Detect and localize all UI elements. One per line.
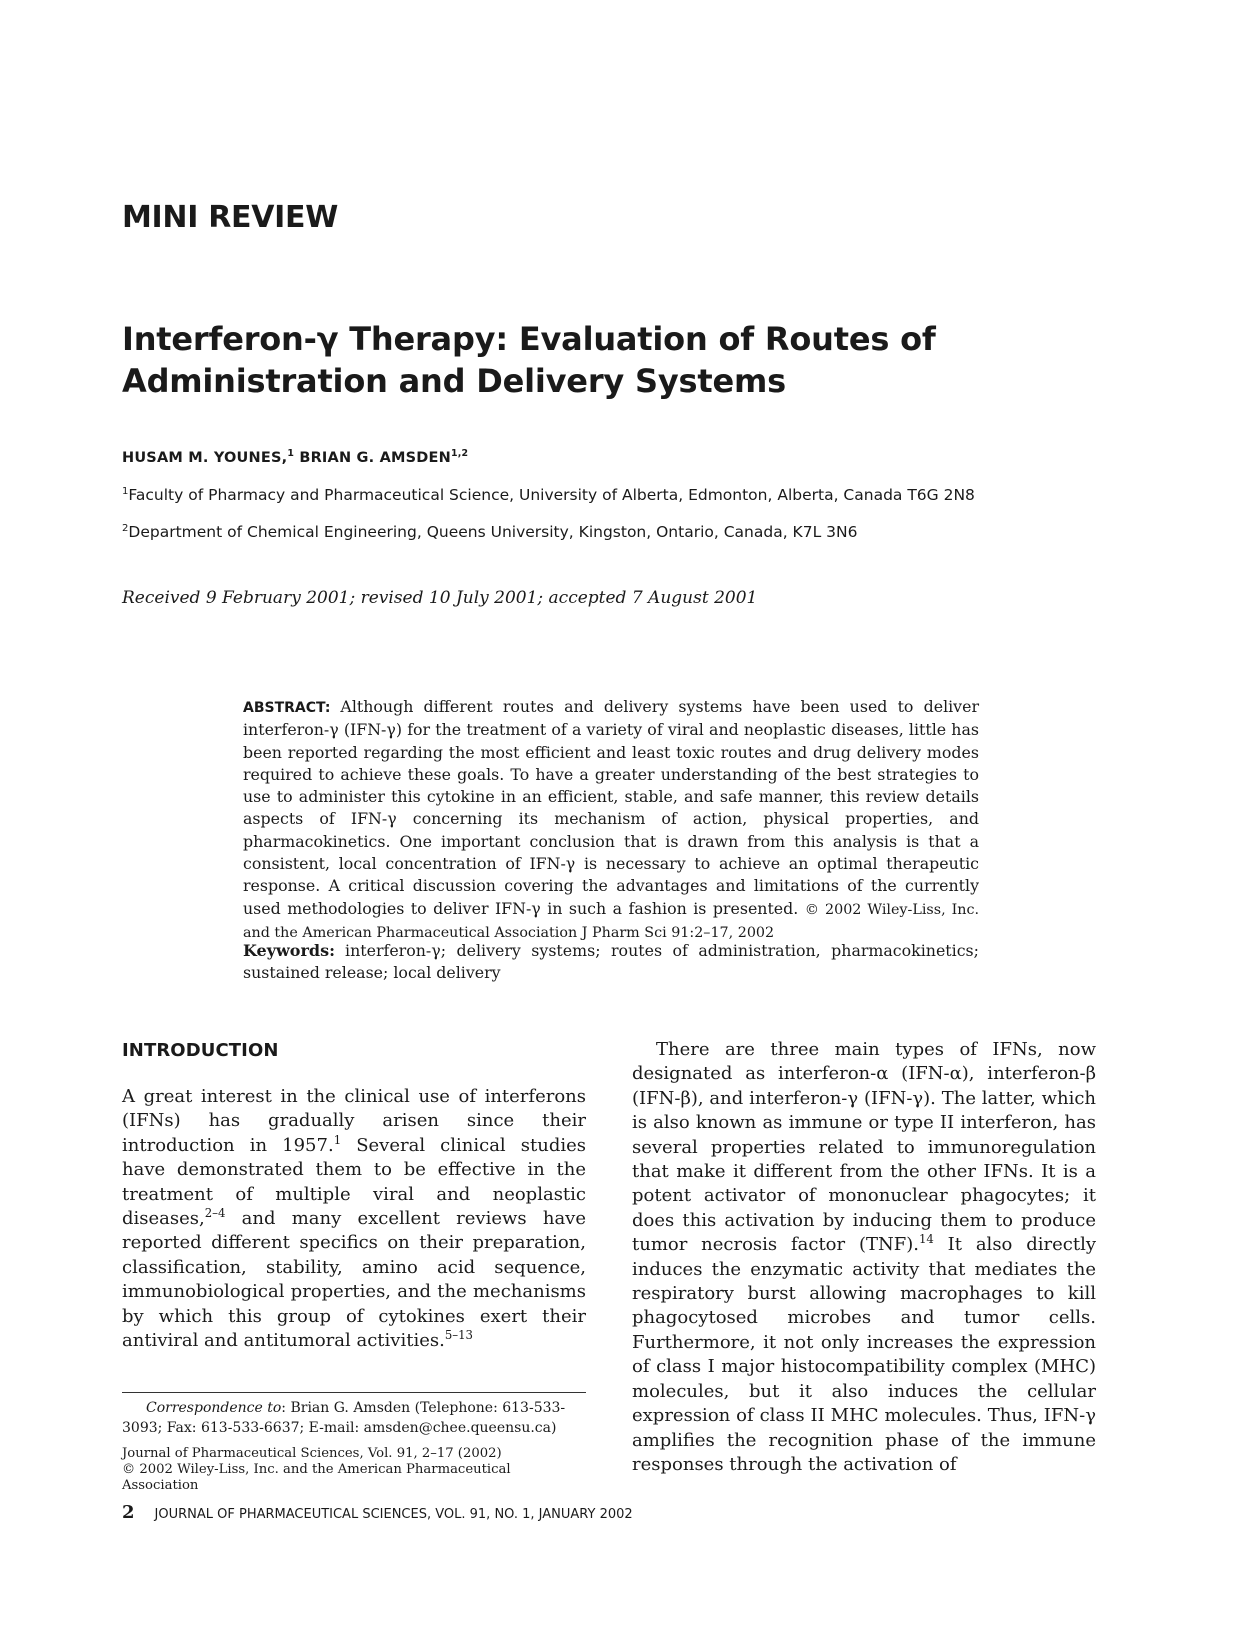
journal-line: Journal of Pharmaceutical Sciences, Vol. 91, 2–17 (2002): [122, 1446, 502, 1461]
text-run: It also directly induces the enzymatic activity that mediates the respiratory burst allowing macrophages to kill phagocytosed microbes and tumor cells. Furthermore, it not only increases the expression of class I major histocompatibility complex (MHC) molecules, but it also induces the cellular expression of class II MHC molecules. Thus, IFN-γ amplifies the recognition phase of the immune responses through the activation of: [632, 1234, 1096, 1475]
author-affil-ref: 1,2: [450, 448, 469, 460]
affiliation: [122, 486, 975, 504]
keywords: [243, 940, 979, 985]
body-paragraph: [632, 1038, 1096, 1477]
journal-info: [122, 1446, 586, 1494]
affiliation-number: 2: [122, 522, 129, 534]
text-run: A great interest in the clinical use of interferons (IFNs) has gradually arisen since their introduction in 1957.: [122, 1086, 586, 1156]
reference-link[interactable]: 1: [333, 1132, 342, 1147]
text-run: Several clinical studies have demonstrated them to be effective in the treatment of multiple viral and neoplastic diseases,: [122, 1134, 587, 1230]
received-dates: Received 9 February 2001; revised 10 July 2001; accepted 7 August 2001: [122, 588, 758, 608]
article-title: Interferon-γ Therapy: Evaluation of Routes of Administration and Delivery Systems: [122, 320, 936, 400]
abstract: [243, 696, 979, 944]
text-run: and many excellent reviews have reported different specifics on their preparation, classification, stability, amino acid sequence, immunobiological properties, and the mechanisms by which this group of cytokines exert their antiviral and antitumoral activities.: [122, 1208, 586, 1352]
reference-link[interactable]: 2–4: [204, 1206, 226, 1221]
footnote-divider: [122, 1392, 586, 1393]
page-number: 2: [122, 1502, 135, 1523]
running-title: JOURNAL OF PHARMACEUTICAL SCIENCES, VOL. 91, NO. 1, JANUARY 2002: [154, 1507, 633, 1522]
affiliation-text: Department of Chemical Engineering, Queens University, Kingston, Ontario, Canada, K7L 3N6: [128, 523, 858, 541]
affiliation-text: Faculty of Pharmacy and Pharmaceutical Science, University of Alberta, Edmonton, Alberta, Canada T6G 2N8: [128, 486, 975, 504]
page-footer: [122, 1502, 633, 1523]
correspondence-text: : Brian G. Amsden (Telephone: 613-533-3093; Fax: 613-533-6637; E-mail: amsden@chee.queensu.ca): [122, 1400, 566, 1436]
text-run: There are three main types of IFNs, now designated as interferon-α (IFN-α), interferon-β (IFN-β), and interferon-γ (IFN-γ). The latter, which is also known as immune or type II interferon, has several properties related to immunoregulation that make it different from the other IFNs. It is a potent activator of mononuclear phagocytes; it does this activation by inducing them to produce tumor necrosis factor (TNF).: [632, 1039, 1096, 1256]
section-label: MINI REVIEW: [122, 200, 338, 235]
abstract-citation: © 2002 Wiley-Liss, Inc. and the American Pharmaceutical Association J Pharm Sci 91:2–17, 2002: [243, 901, 979, 941]
author-affil-ref: 1: [287, 448, 295, 460]
author-name: HUSAM M. YOUNES,: [122, 450, 288, 466]
left-column: [122, 1040, 586, 1353]
author-list: [122, 450, 468, 466]
correspondence-label: Correspondence to: [146, 1400, 282, 1416]
keywords-text: interferon-γ; delivery systems; routes of administration, pharmacokinetics; sustained release; local delivery: [243, 941, 979, 983]
footnote: [122, 1398, 586, 1494]
body-paragraph: [122, 1085, 586, 1353]
author-name: BRIAN G. AMSDEN: [299, 450, 451, 466]
keywords-label: Keywords:: [243, 941, 336, 960]
abstract-text: Although different routes and delivery systems have been used to deliver interferon-γ (IFN-γ) for the treatment of a variety of viral and neoplastic diseases, little has been reported regarding the most efficient and least toxic routes and drug delivery modes required to achieve these goals. To have a greater understanding of the best strategies to use to administer this cytokine in an efficient, stable, and safe manner, this review details aspects of IFN-γ concerning its mechanism of action, physical properties, and pharmacokinetics. One important conclusion that is drawn from this analysis is that a consistent, local concentration of IFN-γ is necessary to achieve an optimal therapeutic response. A critical discussion covering the advantages and limitations of the currently used methodologies to deliver IFN-γ in such a fashion is presented.: [243, 697, 979, 918]
copyright-line: © 2002 Wiley-Liss, Inc. and the American Pharmaceutical Association: [122, 1462, 511, 1493]
reference-link[interactable]: 5–13: [444, 1328, 473, 1343]
right-column: [632, 1038, 1096, 1477]
reference-link[interactable]: 14: [918, 1232, 934, 1247]
affiliation: [122, 523, 857, 541]
affiliation-number: 1: [122, 485, 129, 497]
abstract-label: ABSTRACT:: [243, 700, 331, 716]
correspondence-note: [122, 1398, 586, 1438]
section-heading: INTRODUCTION: [122, 1040, 279, 1061]
